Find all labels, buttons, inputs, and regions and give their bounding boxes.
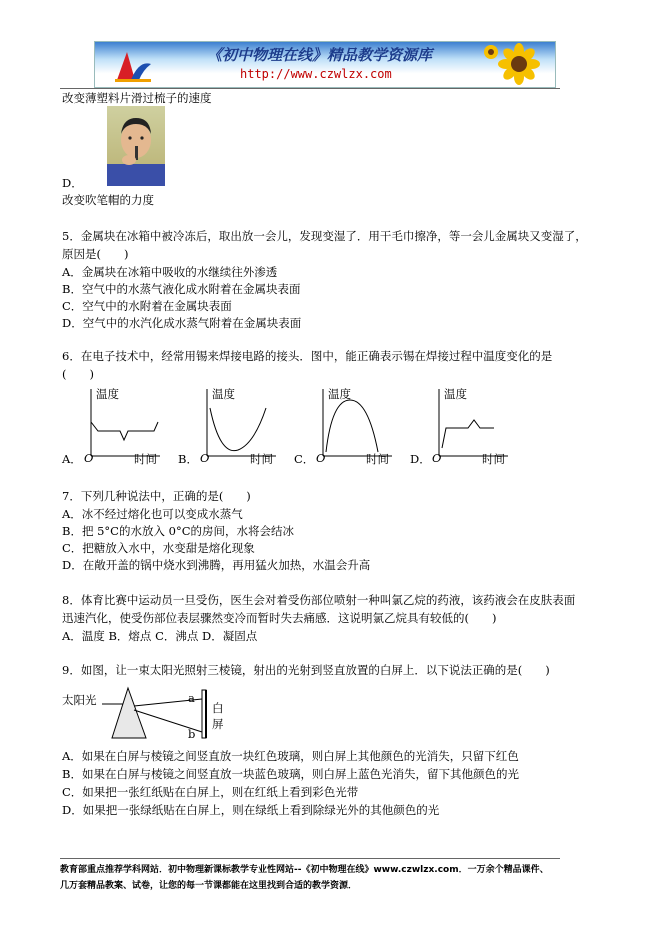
q8-stem-1: 8．体育比赛中运动员一旦受伤，医生会对着受伤部位喷射一种叫氯乙烷的药液，该药液会在皮肤表面 (62, 593, 576, 607)
q5-option-c: C．空气中的水附着在金属块表面 (62, 299, 232, 313)
q6-graph-b-origin: O (200, 451, 210, 465)
q6-graph-b-label: B． (178, 452, 198, 466)
q6-stem-2: ( ) (62, 367, 94, 381)
banner-url: http://www.czwlzx.com (240, 67, 392, 81)
q6-graph-d (432, 386, 512, 470)
q7-option-b: B．把 5°C的水放入 0°C的房间，水将会结冰 (62, 524, 294, 538)
q9-sunlight-label: 太阳光 (62, 693, 97, 707)
q6-graph-c-origin: O (316, 451, 326, 465)
q9-option-a: A．如果在白屏与棱镜之间竖直放一块红色玻璃，则白屏上其他颜色的光消失，只留下红色 (62, 749, 519, 763)
q9-stem: 9．如图，让一束太阳光照射三棱镜，射出的光射到竖直放置的白屏上．以下说法正确的是( ) (62, 663, 550, 677)
q5-option-d: D．空气中的水汽化成水蒸气附着在金属块表面 (62, 316, 302, 330)
q9-point-a-label: a (188, 691, 195, 705)
q5-stem-1: 5．金属块在冰箱中被冷冻后，取出放一会儿，发现变湿了．用干毛巾擦净，等一会儿金属块又变湿了， (62, 229, 587, 243)
q6-graph-a-xlabel: 时间 (134, 452, 157, 466)
q9-option-d: D．如果把一张绿纸贴在白屏上，则在绿纸上看到除绿光外的其他颜色的光 (62, 803, 440, 817)
intro-line-1: 改变薄塑料片滑过梳子的速度 (62, 91, 212, 105)
site-logo-icon (113, 46, 153, 84)
q6-graph-c (316, 386, 396, 470)
footer (60, 862, 570, 894)
q6-stem-1: 6．在电子技术中，经常用锡来焊接电路的接头．图中，能正确表示锡在焊接过程中温度变化的是 (62, 349, 553, 363)
q7-option-d: D．在敞开盖的锅中烧水到沸腾，再用猛火加热，水温会升高 (62, 558, 371, 572)
q9-option-b: B．如果在白屏与棱镜之间竖直放一块蓝色玻璃，则白屏上蓝色光消失，留下其他颜色的光 (62, 767, 519, 781)
intro-line-2: 改变吹笔帽的力度 (62, 193, 154, 207)
q6-graph-d-label: D． (410, 452, 431, 466)
q6-graph-d-ylabel: 温度 (444, 387, 467, 401)
q6-graph-a-label: A． (62, 452, 82, 466)
q7-option-a: A．冰不经过熔化也可以变成水蒸气 (62, 507, 243, 521)
q9-screen-label-1: 白 (212, 701, 224, 715)
banner-title: 《初中物理在线》精品教学资源库 (207, 46, 433, 64)
footer-rule (60, 858, 560, 859)
q6-graph-a-origin: O (84, 451, 94, 465)
q9-option-c: C．如果把一张红纸贴在白屏上，则在红纸上看到彩色光带 (62, 785, 359, 799)
sunflower-icon (479, 42, 555, 87)
q6-graphs (62, 386, 572, 470)
child-photo (107, 106, 165, 186)
footer-line-2: 几万套精品教案、试卷，让您的每一节课都能在这里找到合适的教学资源． (60, 881, 358, 891)
q6-graph-c-ylabel: 温度 (328, 387, 351, 401)
q6-graph-b (200, 386, 280, 470)
header-banner (94, 41, 556, 88)
q6-graph-b-ylabel: 温度 (212, 387, 235, 401)
q5-stem-2: 原因是( ) (62, 247, 129, 261)
q6-graph-c-label: C． (294, 452, 315, 466)
q8-stem-2: 迅速汽化，使受伤部位表层骤然变冷而暂时失去痛感．这说明氯乙烷具有较低的( ) (62, 611, 497, 625)
header-rule (60, 88, 560, 89)
q6-graph-a-ylabel: 温度 (96, 387, 119, 401)
q6-graph-c-xlabel: 时间 (366, 452, 389, 466)
q7-option-c: C．把糖放入水中，水变甜是熔化现象 (62, 541, 255, 555)
q7-stem: 7．下列几种说法中，正确的是( ) (62, 489, 251, 503)
q6-graph-a (84, 386, 164, 470)
q9-point-b-label: b (188, 727, 196, 741)
q6-graph-d-origin: O (432, 451, 442, 465)
child-blowing-pen-cap-icon (107, 106, 165, 186)
q6-graph-b-xlabel: 时间 (250, 452, 273, 466)
q9-screen-label-2: 屏 (212, 717, 224, 731)
q5-option-a: A．金属块在冰箱中吸收的水继续往外渗透 (62, 265, 278, 279)
intro-option-d: D． (62, 176, 83, 190)
footer-line-1: 教育部重点推荐学科网站．初中物理新课标教学专业性网站--《初中物理在线》www.czwlzx.com．一万余个精品课件、 (60, 865, 549, 875)
q5-option-b: B．空气中的水蒸气液化成水附着在金属块表面 (62, 282, 301, 296)
q9-prism-figure (62, 684, 232, 742)
q6-graph-d-xlabel: 时间 (482, 452, 505, 466)
q8-options: A．温度 B．熔点 C．沸点 D．凝固点 (62, 629, 258, 643)
